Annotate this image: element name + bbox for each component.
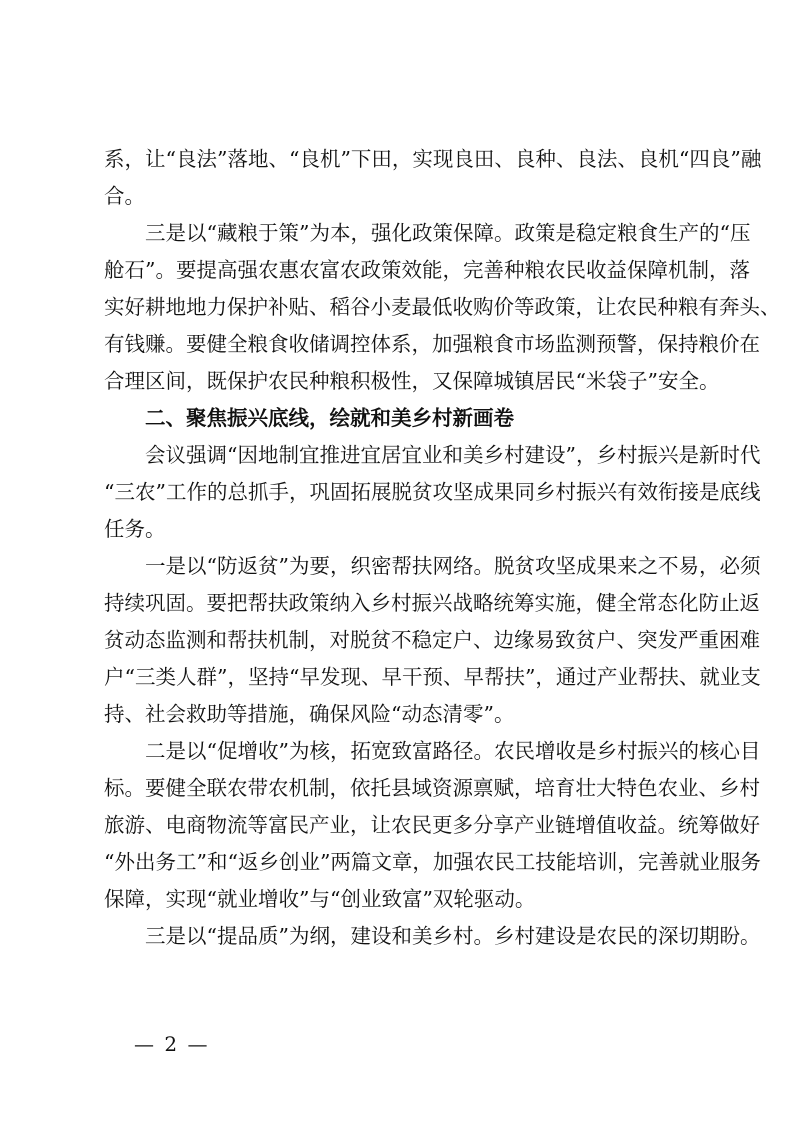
paragraph bbox=[104, 141, 762, 215]
text-line: 任务。 bbox=[104, 517, 166, 541]
text-line: “三农”工作的总抓手，巩固拓展脱贫攻坚成果同乡村振兴有效衔接是底线 bbox=[104, 480, 761, 504]
paragraph bbox=[104, 918, 761, 955]
text-line: 合理区间，既保护农民种粮积极性，又保障城镇居民“米袋子”安全。 bbox=[104, 369, 720, 393]
text-line: 贫动态监测和帮扶机制，对脱贫不稳定户、边缘易致贫户、突发严重困难 bbox=[104, 628, 760, 652]
paragraph bbox=[104, 437, 761, 548]
text-line: 三是以“藏粮于策”为本，强化政策保障。政策是稳定粮食生产的“压 bbox=[145, 221, 751, 245]
text-line: “外出务工”和“返乡创业”两篇文章，加强农民工技能培训，完善就业服务 bbox=[104, 850, 761, 874]
text-line: 户“三类人群”，坚持“早发现、早干预、早帮扶”，通过产业帮扶、就业支 bbox=[104, 665, 761, 689]
text-line: 合。 bbox=[104, 184, 145, 208]
text-line: 二是以“促增收”为核，拓宽致富路径。农民增收是乡村振兴的核心目 bbox=[145, 739, 761, 763]
text-line: 舱石”。要提高强农惠农富农政策效能，完善种粮农民收益保障机制，落 bbox=[104, 258, 750, 282]
document-body bbox=[104, 141, 781, 955]
text-line: 会议强调“因地制宜推进宜居宜业和美乡村建设”，乡村振兴是新时代 bbox=[145, 443, 761, 467]
text-line: 持、社会救助等措施，确保风险“动态清零”。 bbox=[104, 702, 515, 726]
text-line: 标。要健全联农带农机制，依托县域资源禀赋，培育壮大特色农业、乡村 bbox=[104, 776, 760, 800]
paragraph bbox=[104, 215, 781, 400]
paragraph bbox=[104, 733, 761, 918]
text-line: 有钱赚。要健全粮食收储调控体系，加强粮食市场监测预警，保持粮价在 bbox=[104, 332, 760, 356]
text-line: 三是以“提品质”为纲，建设和美乡村。乡村建设是农民的深切期盼。 bbox=[145, 924, 761, 948]
text-line: 旅游、电商物流等富民产业，让农民更多分享产业链增值收益。统筹做好 bbox=[104, 813, 760, 837]
text-line: 保障，实现“就业增收”与“创业致富”双轮驱动。 bbox=[104, 887, 536, 911]
paragraph bbox=[104, 548, 761, 733]
text-line: 二、聚焦振兴底线，绘就和美乡村新画卷 bbox=[145, 406, 514, 430]
text-line: 持续巩固。要把帮扶政策纳入乡村振兴战略统筹实施，健全常态化防止返 bbox=[104, 591, 760, 615]
text-line: 实好耕地地力保护补贴、稻谷小麦最低收购价等政策，让农民种粮有奔头、 bbox=[104, 295, 781, 319]
text-line: 系，让“良法”落地、“良机”下田，实现良田、良种、良法、良机“四良”融 bbox=[104, 147, 762, 171]
section-heading bbox=[104, 400, 689, 437]
text-line: 一是以“防返贫”为要，织密帮扶网络。脱贫攻坚成果来之不易，必须 bbox=[145, 554, 761, 578]
page-number: — 2 — bbox=[134, 1032, 210, 1056]
